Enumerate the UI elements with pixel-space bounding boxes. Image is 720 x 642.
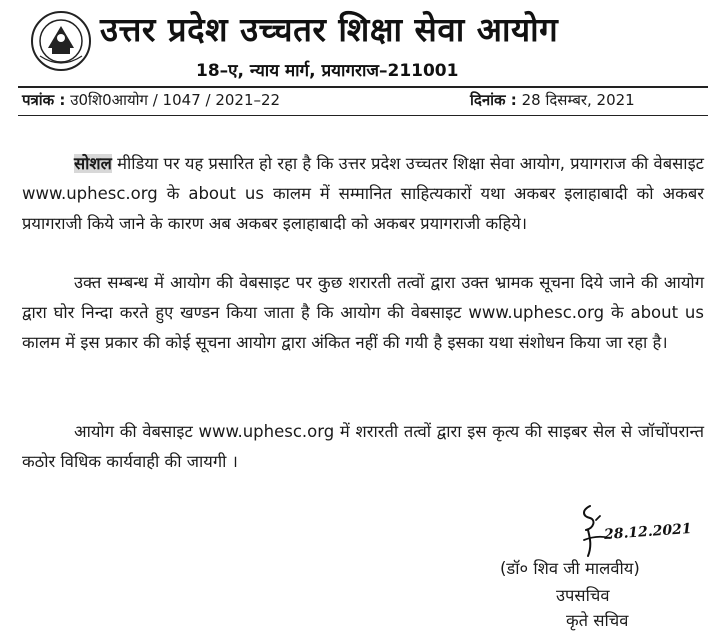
patrank-value: उ0शि0आयोग / 1047 / 2021–22 bbox=[70, 91, 281, 109]
handwritten-date: 28.12.2021 bbox=[603, 520, 693, 544]
reference-divider bbox=[18, 115, 708, 116]
reference-number bbox=[22, 90, 280, 110]
header-divider bbox=[18, 86, 708, 88]
organization-address: 18–ए, न्याय मार्ग, प्रयागराज–211001 bbox=[196, 61, 459, 81]
paragraph-1 bbox=[22, 149, 704, 239]
dinank-label: दिनांक : bbox=[470, 91, 517, 109]
signatory-on-behalf: कृते सचिव bbox=[566, 611, 629, 630]
organization-title: उत्तर प्रदेश उच्चतर शिक्षा सेवा आयोग bbox=[100, 10, 559, 49]
letter-date bbox=[470, 90, 635, 110]
paragraph-3: आयोग की वेबसाइट www.uphesc.org में शरारती तत्वों द्वारा इस कृत्य की साइबर सेल से जॉचोंपरान्त कठोर विधिक कार्यवाही की जायगी । bbox=[22, 422, 704, 471]
patrank-label: पत्रांक : bbox=[22, 91, 66, 109]
dinank-value: 28 दिसम्बर, 2021 bbox=[521, 91, 635, 109]
signatory-designation: उपसचिव bbox=[556, 586, 610, 605]
paragraph-2: उक्त सम्बन्ध में आयोग की वेबसाइट पर कुछ शरारती तत्वों द्वारा उक्त भ्रामक सूचना दिये जाने की आयोग द्वारा घोर निन्दा करते हुए खण्डन किया जाता है कि आयोग की वेबसाइट www.uphesc.org के about us कालम में इस प्रकार की कोई सूचना आयोग द्वारा अंकित नहीं की गयी है इसका यथा संशोधन किया जा रहा है। bbox=[22, 273, 704, 352]
paragraph-1-text: मीडिया पर यह प्रसारित हो रहा है कि उत्तर प्रदेश उच्चतर शिक्षा सेवा आयोग, प्रयागराज की वेबसाइट www.uphesc.org के about us कालम में सम्मानित साहित्यकारों यथा अकबर इलाहाबादी को अकबर प्रयागराजी किये जाने के कारण अब अकबर इलाहाबादी को अकबर प्रयागराजी कहिये। bbox=[22, 154, 704, 233]
paragraph-1-first-word: सोशल bbox=[74, 154, 112, 173]
signatory-name: (डॉ० शिव जी मालवीय) bbox=[500, 559, 640, 578]
commission-seal-icon bbox=[30, 10, 92, 72]
